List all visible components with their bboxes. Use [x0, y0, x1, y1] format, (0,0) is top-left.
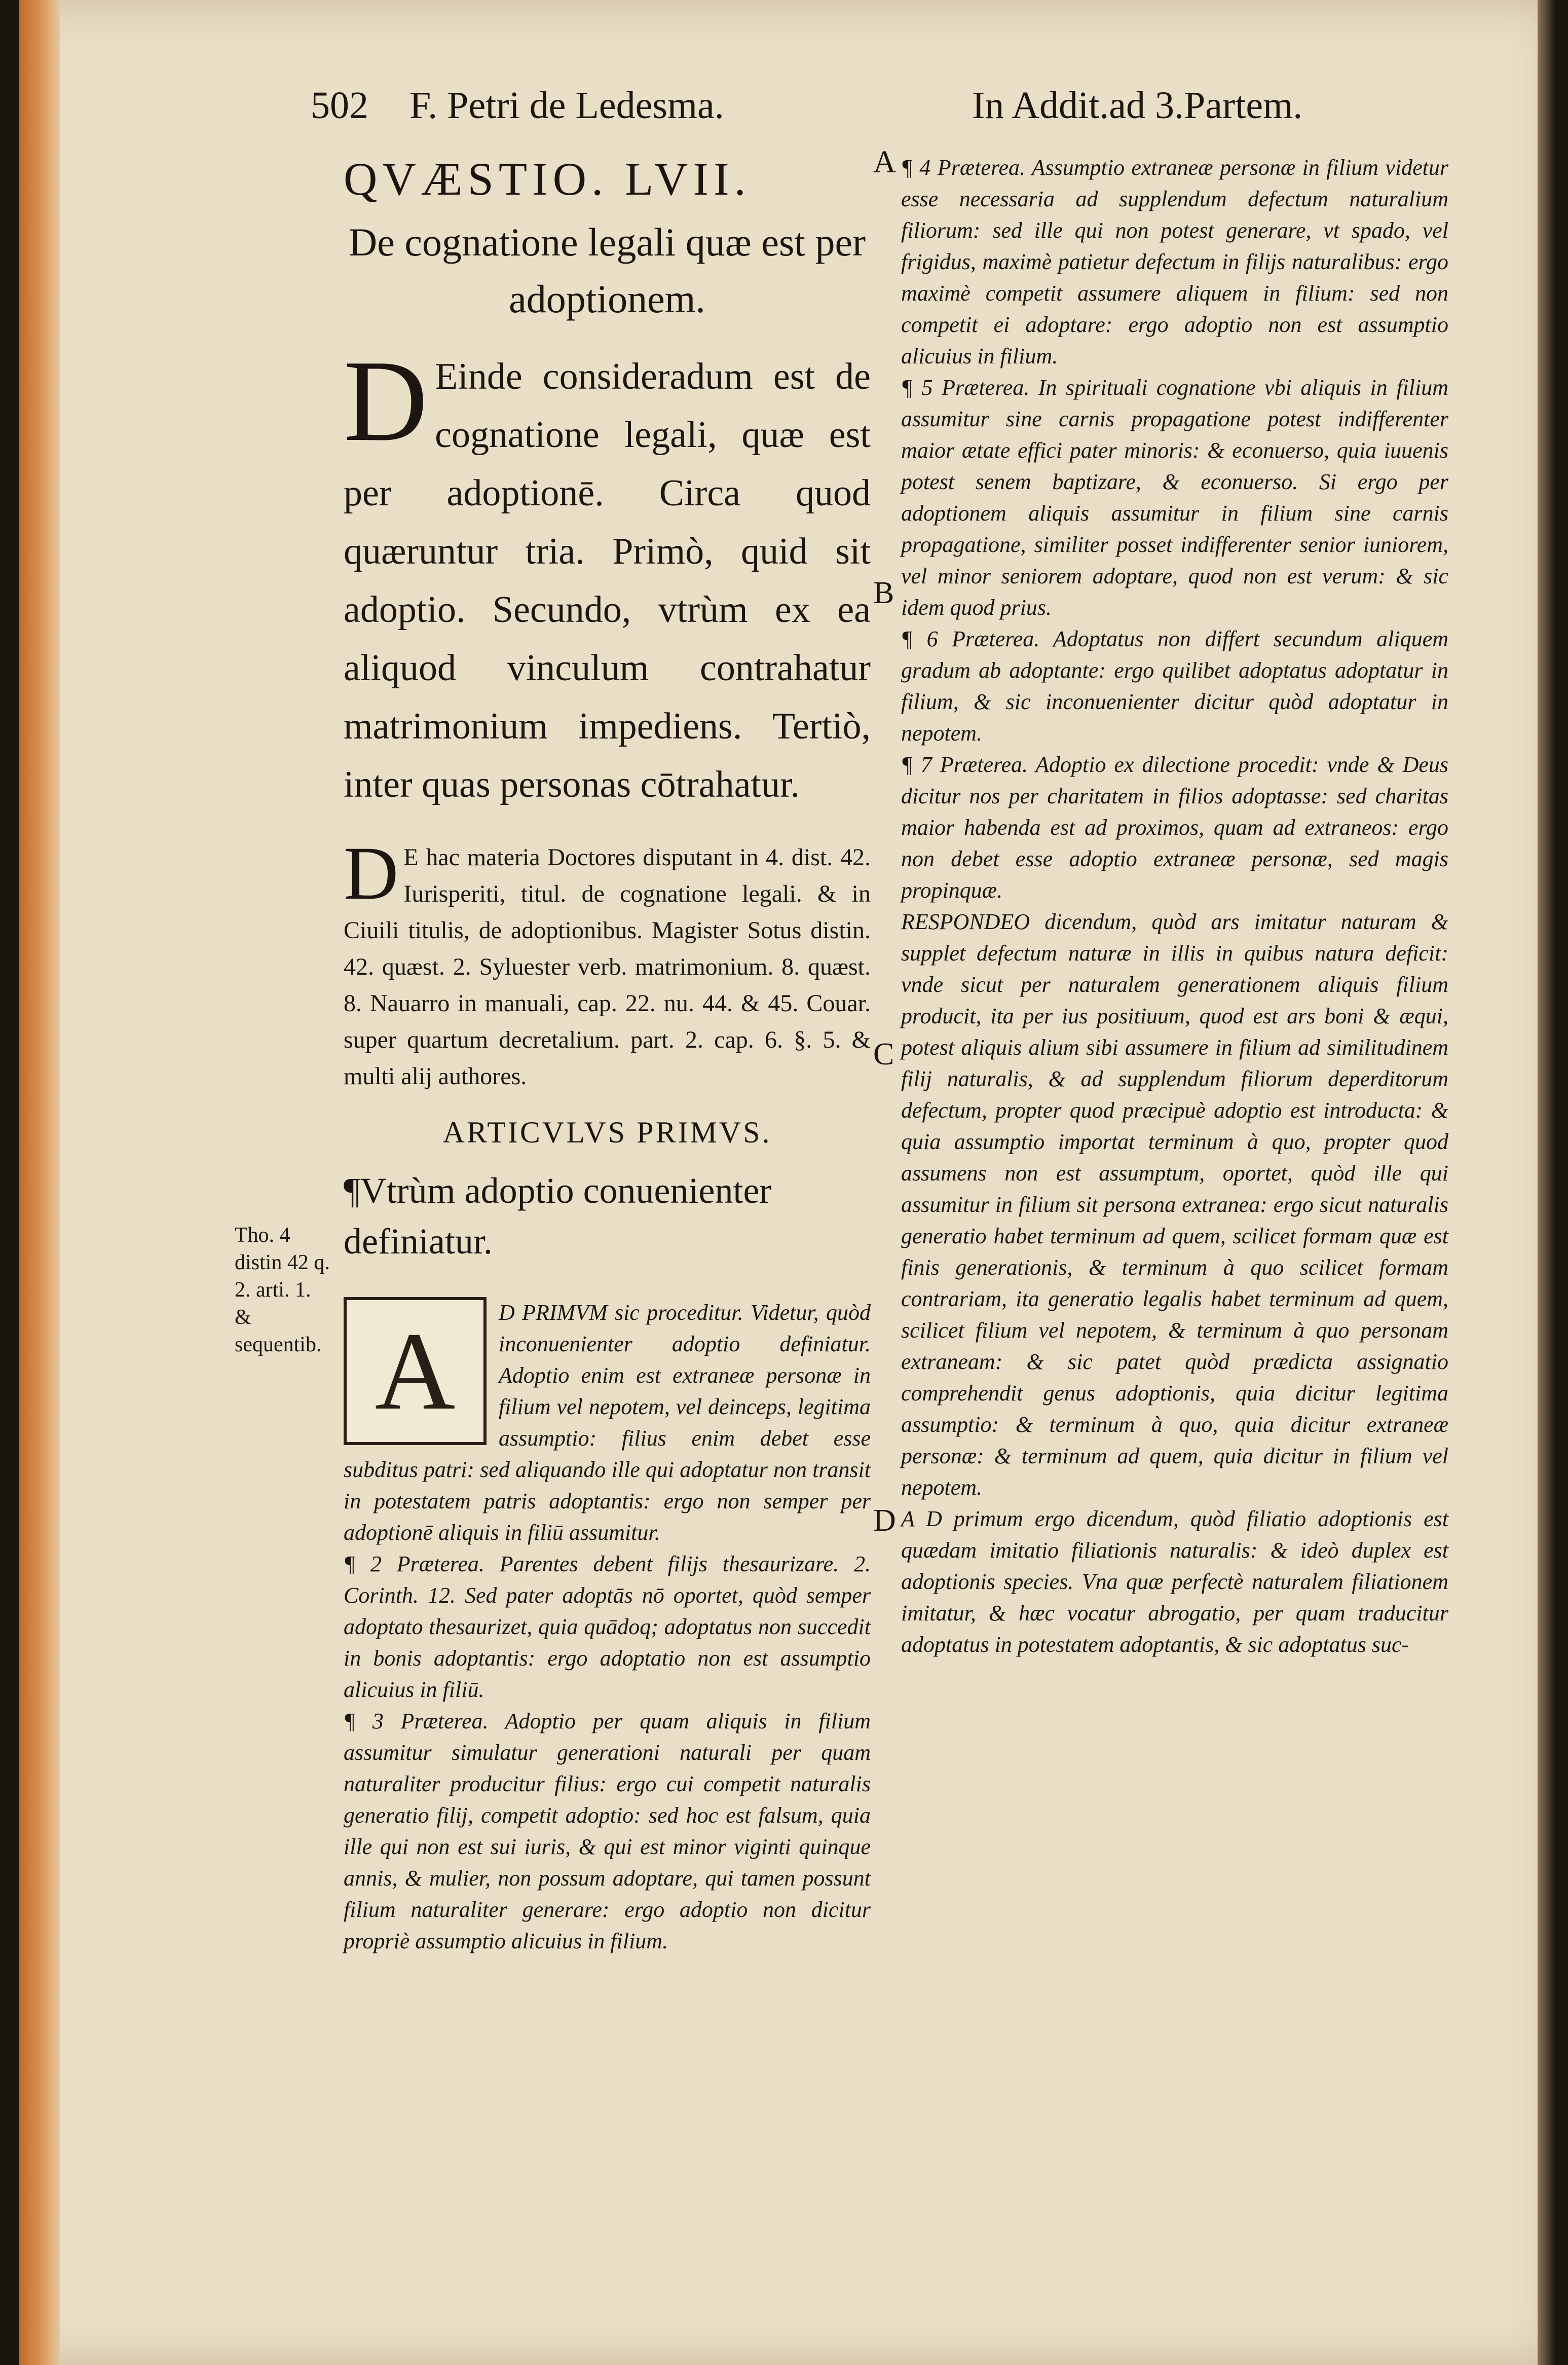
section-marker-a: A: [873, 145, 896, 179]
right-column: [901, 152, 1448, 1660]
intro-text: Einde consideradum est de cognatione legali, quæ est per adoptionē. Circa quod quæruntur tria. Primò, quid sit adoptio. Secundo, vtrùm ex ea aliquod vinculum contrahatur matrimonium impediens. Tertiò, inter quas personas cōtrahatur.: [344, 356, 871, 805]
paragraph: ¶ 7 Præterea. Adoptio ex dilectione procedit: vnde & Deus dicitur nos per charitatem in filios adoptasse: sed charitas maior habenda est ad proximos, quam ad extraneos: ergo non debet esse adoptio extraneæ personæ, sed magis propinquæ.: [901, 752, 1448, 903]
paragraph: ¶ 3 Præterea. Adoptio per quam aliquis in filium assumitur simulatur generationi naturali per quam naturaliter producitur filius: ergo cui competit naturalis generatio filij, competit adoptio: sed hoc est falsum, quia ille qui non est sui iuris, & qui est minor viginti quinque annis, & mulier, non possum adoptare, qui tamen possunt filium naturaliter generare: ergo adoptio non dicitur propriè assumptio alicuius in filium.: [344, 1709, 871, 1953]
question-subtitle: De cognatione legali quæ est per adoptionem.: [348, 220, 866, 321]
page-edge-right: [1538, 0, 1556, 2365]
article-title: ARTICVLVS PRIMVS.: [442, 1116, 772, 1149]
book-page: [19, 0, 1556, 2365]
margin-note: Tho. 4 distin 42 q. 2. arti. 1. & sequentib.: [235, 1224, 330, 1356]
paragraph: RESPONDEO dicendum, quòd ars imitatur naturam & supplet defectum naturæ in illis in quibus natura deficit: vnde sicut per naturalem generationem aliquis filium producit, ita per ius positiuum, quod est ars boni & æqui, potest aliquis alium sibi assumere in filium ad similitudinem filij naturalis, & ad supplendum filiorum deperditorum defectum, propter quod præcipuè adoptio est introducta: & quia assumptio importat terminum à quo, propter quod assumens non est assumptum, oportet, quòd ille qui assumitur in filium sit persona extranea: ergo sicut naturalis generatio habet terminum ad quem, scilicet formam quæ est finis generationis, & terminum à quo scilicet formam contrariam, ita generatio legalis habet terminum ad quem, scilicet filium vel nepotem, & terminum à quo personam extraneam: & sic patet quòd prædicta assignatio comprehendit genus adoptionis, quia dicitur legitima assumptio: & terminum à quo, quia dicitur extraneæ personæ: & terminum ad quem, quia dicitur in filium vel nepotem.: [901, 909, 1448, 1500]
paragraph: ¶ 2 Præterea. Parentes debent filijs thesaurizare. 2. Corinth. 12. Sed pater adoptās nō oportet, quòd semper adoptato thesaurizet, quia quādoq; adoptatus non succedit in bonis adoptantis: ergo adoptatio non est assumptio alicuius in filiū.: [344, 1551, 871, 1702]
paragraph: ¶ 5 Præterea. In spirituali cognatione vbi aliquis in filium assumitur sine carnis propagatione potest indifferenter maior ætate effici pater minoris: & econuerso, quia iuuenis potest senem baptizare, & econuerso. Si ergo per adoptionem aliquis assumitur in filium sine carnis propagatione, similiter posset indifferenter senior iuniorem, vel minor seniorem adoptare, quod non est verum: & sic idem quod prius.: [901, 375, 1448, 620]
paragraph: D PRIMVM sic proceditur. Videtur, quòd inconuenienter adoptio definiatur. Adoptio enim est extraneæ personæ in filium vel nepotem, vel deinceps, legitima assumptio: filius enim debet esse subditus patri: sed aliquando ille qui adoptatur non transit in potestatem patris adoptantis: ergo non semper per adoptionē aliquis in filiū assumitur.: [344, 1300, 871, 1545]
running-head-section: In Addit.ad 3.Partem.: [972, 84, 1303, 127]
refs-text: E hac materia Doctores disputant in 4. dist. 42. Iurisperiti, titul. de cognatione legali. & in Ciuili titulis, de adoptionibus. Magister Sotus distin. 42. quæst. 2. Syluester verb. matrimonium. 8. quæst. 8. Nauarro in manuali, cap. 22. nu. 44. & 45. Couar. super quartum decretalium. part. 2. cap. 6. §. 5. & multi alij authores.: [344, 844, 871, 1090]
refs-dropcap: D: [344, 831, 399, 915]
question-title: QVÆSTIO. LVII.: [344, 153, 751, 205]
ornamental-initial: [344, 1297, 487, 1445]
section-marker-d: D: [873, 1503, 896, 1538]
paragraph: A D primum ergo dicendum, quòd filiatio adoptionis est quædam imitatio filiationis naturalis: & ideò duplex est adoptionis species. Vna quæ perfectè naturalem filiationem imitatur, & hæc vocatur abrogatio, per quam traducitur adoptatus in potestatem adoptantis, & sic adoptatus suc-: [901, 1506, 1448, 1657]
page-number: 502: [311, 84, 368, 127]
intro-paragraph: [344, 336, 871, 814]
left-column: [344, 152, 871, 1957]
intro-dropcap: D: [344, 336, 428, 465]
article-body: [344, 1297, 871, 1957]
paragraph: ¶ 6 Præterea. Adoptatus non differt secundum aliquem gradum ab adoptante: ergo quilibet adoptatus adoptatur in filium, & sic inconuenienter dicitur quòd adoptatur in nepotem.: [901, 626, 1448, 746]
initial-letter: A: [375, 1309, 456, 1433]
running-head-author: F. Petri de Ledesma.: [409, 84, 724, 127]
section-marker-b: B: [873, 576, 894, 610]
page-edge-left: [19, 0, 60, 2365]
article-question: ¶Vtrùm adoptio conuenienter definiatur.: [344, 1170, 772, 1262]
references-paragraph: [344, 831, 871, 1095]
paragraph: ¶ 4 Præterea. Assumptio extraneæ personæ in filium videtur esse necessaria ad supplendum defectum naturalium filiorum: sed ille qui non potest generare, vt spado, vel frigidus, maximè patietur defectum in filijs naturalibus: ergo maximè competit assumere aliquem in filium: sed non competit ei adoptare: ergo adoptio non est assumptio alicuius in filium.: [901, 155, 1448, 368]
section-marker-c: C: [873, 1037, 894, 1071]
